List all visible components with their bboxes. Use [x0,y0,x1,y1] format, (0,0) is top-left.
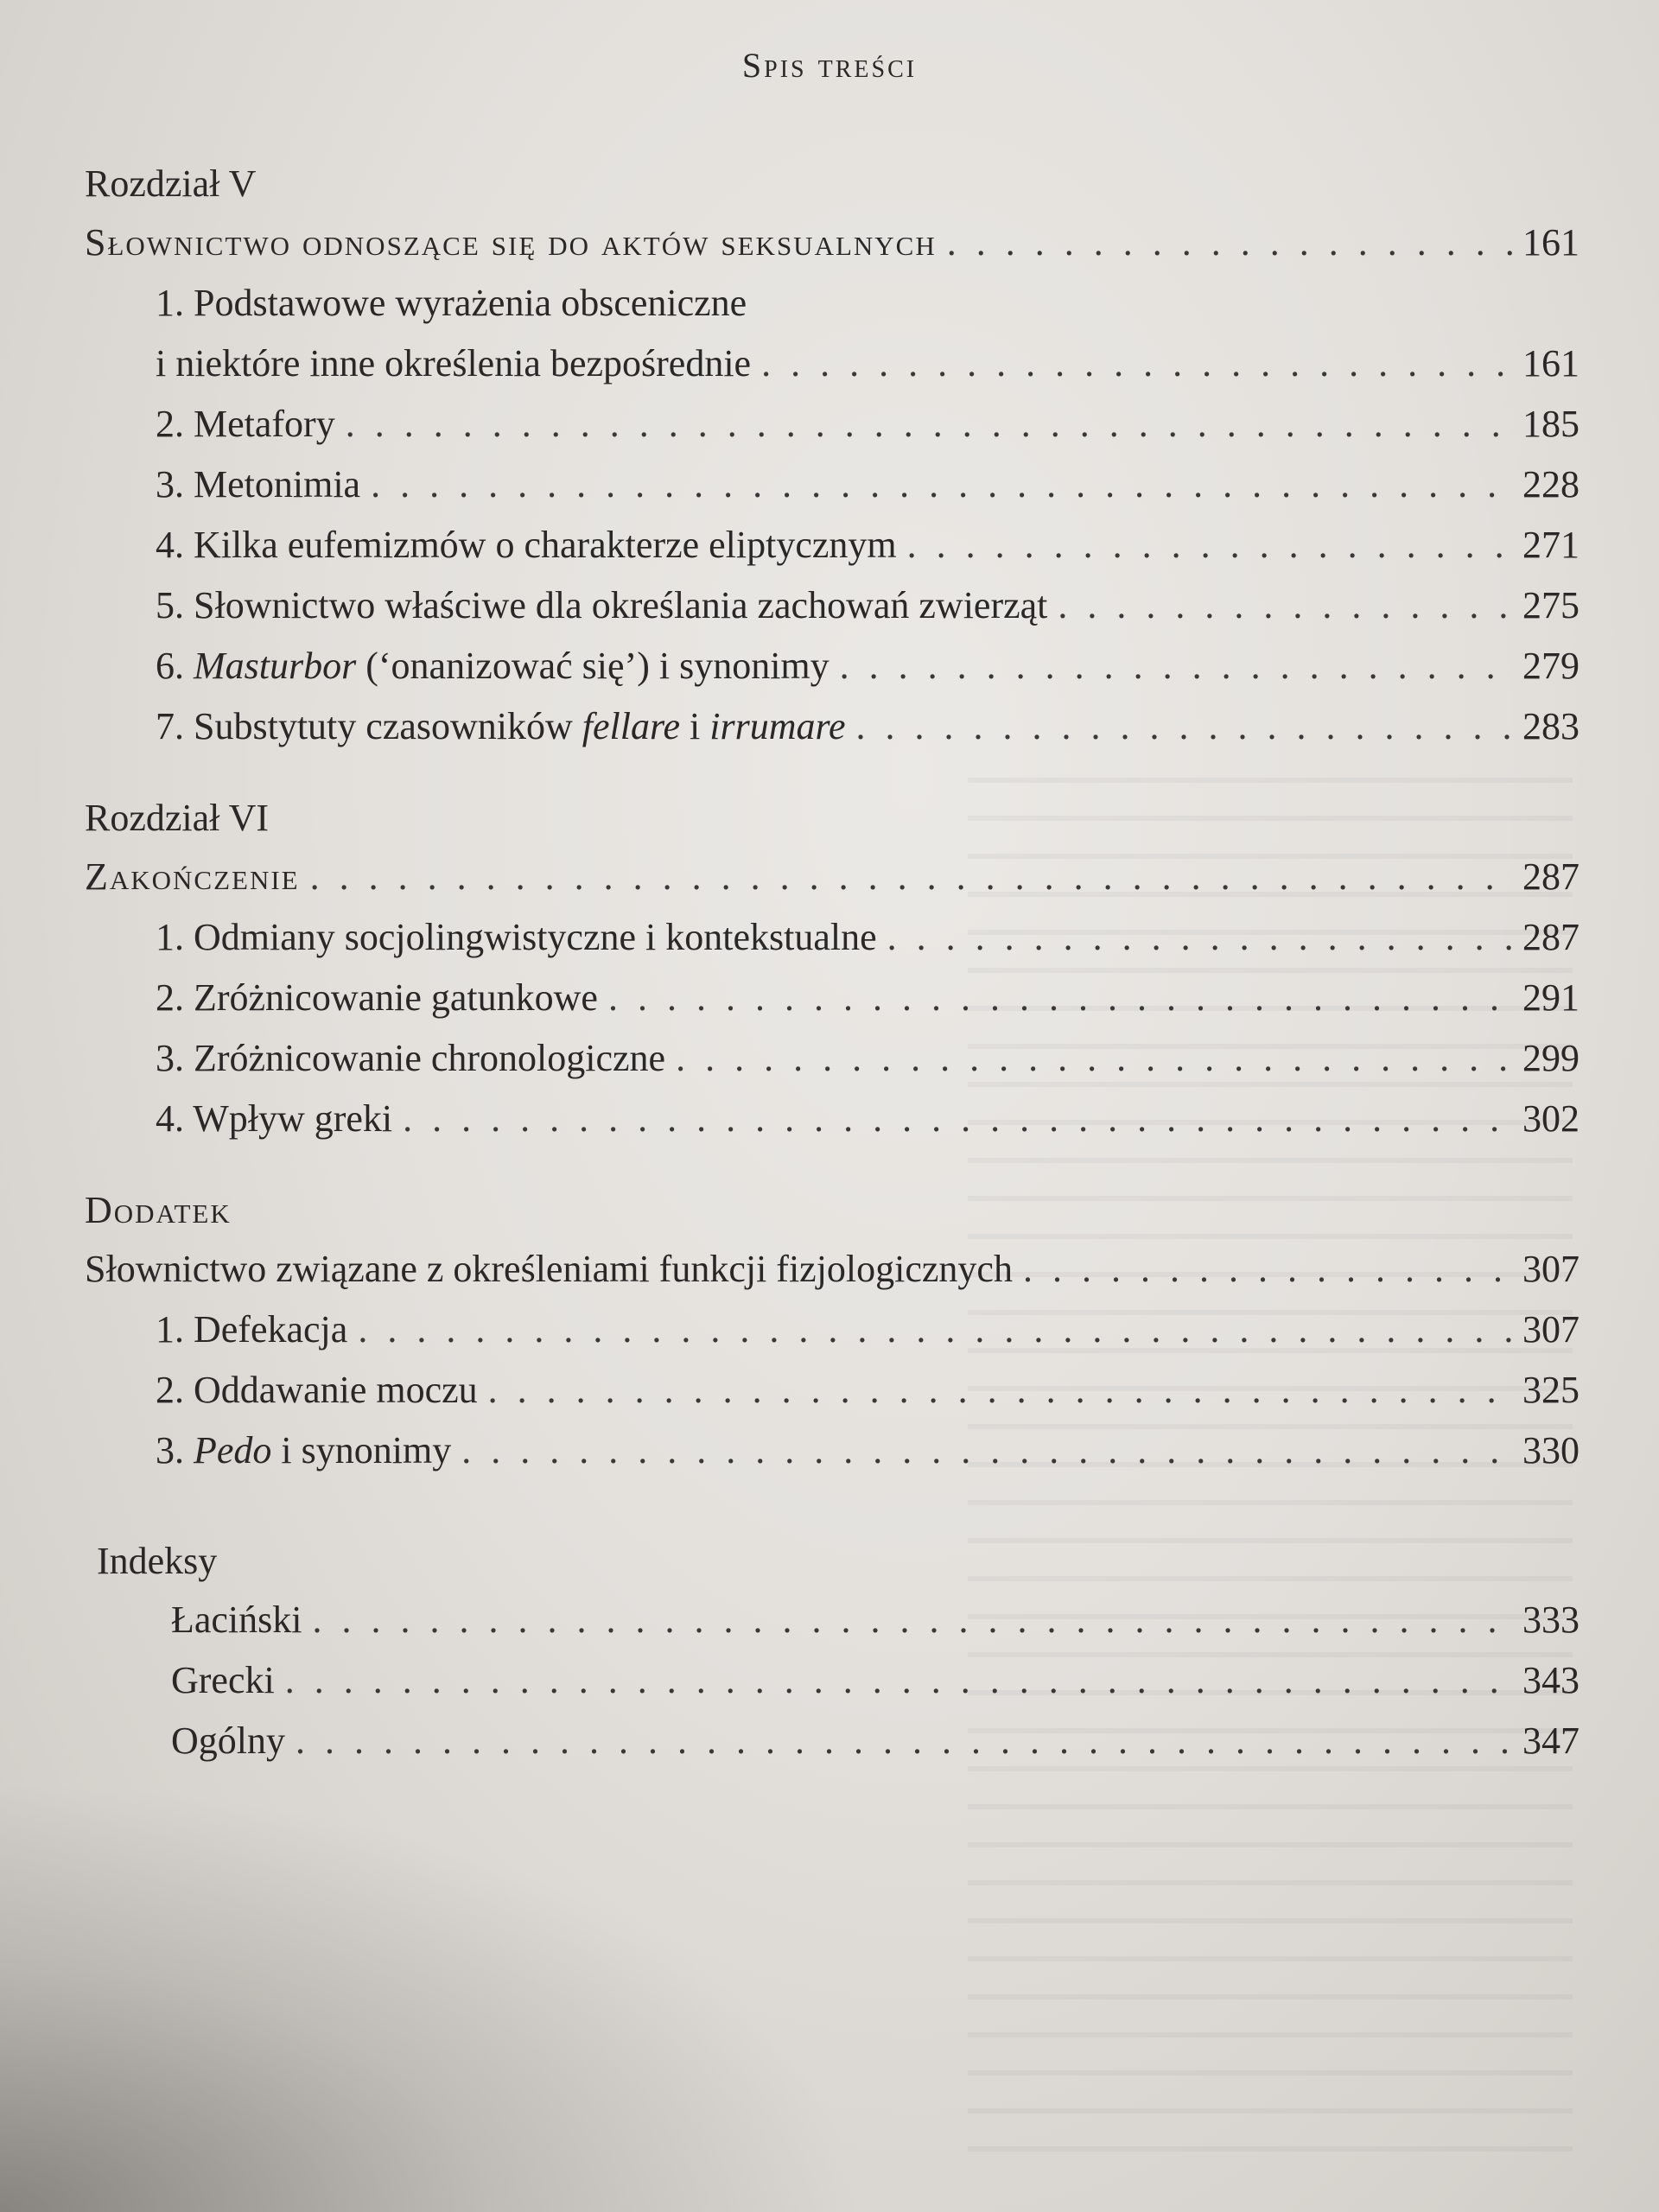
entry-title [156,696,846,757]
page-number: 307 [1522,1248,1580,1290]
entry-title: 1. Defekacja [156,1308,348,1351]
entry-title [156,1421,451,1481]
leader-dots [461,1421,1512,1481]
leader-dots [285,1650,1512,1711]
entry-title: 2. Zróżnicowanie gatunkowe [156,976,598,1019]
page-number: 275 [1522,584,1580,626]
page-number: 283 [1522,705,1580,747]
page-number: 185 [1522,403,1580,445]
entry-number: 6. [156,645,194,687]
leader-dots [676,1028,1512,1089]
entry-title: 2. Metafory [156,403,335,445]
entry-title: 5. Słownictwo właściwe dla określania zachowań zwierząt [156,584,1048,626]
toc-entry[interactable] [85,394,1580,454]
toc-entry[interactable] [85,575,1580,636]
leader-dots [488,1360,1512,1421]
page-number: 161 [1522,221,1580,264]
toc-entry[interactable] [85,454,1580,515]
chapter-label: Indeksy [97,1540,218,1582]
entry-number: 3. [156,1429,194,1471]
entry-title: Zakończenie [85,855,300,898]
entry-title-rest: (‘onanizować się’) i synonimy [356,645,830,687]
toc-entry[interactable] [85,1421,1580,1481]
toc-entry[interactable] [85,968,1580,1028]
entry-title: 1. Podstawowe wyrażenia obsceniczne [156,282,747,324]
page-number: 228 [1522,463,1580,505]
entry-title [156,636,830,696]
leader-dots [840,636,1512,696]
appendix [85,1182,1580,1481]
running-head: Spis treści [741,46,918,85]
conjunction: i [680,705,710,747]
chapter-label: Dodatek [85,1189,232,1231]
chapter-6 [85,790,1580,1149]
leader-dots [358,1300,1512,1360]
toc-entry[interactable] [85,1590,1580,1650]
leader-dots [296,1711,1512,1771]
page-number: 325 [1522,1369,1580,1411]
leader-dots [371,454,1512,515]
table-of-contents [85,156,1580,1804]
toc-entry[interactable] [85,515,1580,575]
toc-entry-chapter-heading[interactable] [85,213,1580,273]
toc-entry[interactable] [85,1089,1580,1149]
leader-dots [947,213,1512,273]
latin-term: irrumare [709,705,846,747]
toc-entry[interactable] [85,1028,1580,1089]
page-number: 287 [1522,916,1580,958]
leader-dots [310,847,1512,907]
page-number: 302 [1522,1097,1580,1140]
page-number: 343 [1522,1659,1580,1701]
entry-title: Łaciński [171,1599,302,1641]
leader-dots [856,696,1513,757]
chapter-label: Rozdział VI [85,797,270,839]
toc-entry-chapter-heading[interactable] [85,847,1580,907]
corner-shadow [0,1780,864,2212]
toc-entry[interactable] [85,696,1580,757]
entry-title: 3. Zróżnicowanie chronologiczne [156,1037,666,1079]
leader-dots [907,515,1512,575]
toc-entry[interactable] [85,636,1580,696]
leader-dots [1023,1239,1512,1300]
page-number: 291 [1522,976,1580,1019]
leader-dots [313,1590,1512,1650]
entry-title: 2. Oddawanie moczu [156,1369,478,1411]
toc-entry[interactable] [85,1360,1580,1421]
leader-dots [608,968,1512,1028]
page-number: 287 [1522,855,1580,898]
toc-entry[interactable] [85,1711,1580,1771]
latin-term: Pedo [194,1429,272,1471]
page-number: 333 [1522,1599,1580,1641]
page-number: 271 [1522,524,1580,566]
latin-term: fellare [582,705,680,747]
leader-dots [1058,575,1512,636]
toc-entry[interactable] [85,907,1580,968]
toc-entry-appendix-heading[interactable] [85,1239,1580,1300]
entry-title: Słownictwo związane z określeniami funkcji fizjologicznych [85,1248,1013,1290]
entry-title: Słownictwo odnoszące się do aktów seksualnych [85,221,937,264]
chapter-5 [85,156,1580,757]
page-number: 307 [1522,1308,1580,1351]
page-number: 279 [1522,645,1580,687]
page-number: 330 [1522,1429,1580,1471]
toc-entry-line[interactable] [85,273,1580,334]
toc-entry[interactable] [85,334,1580,394]
entry-title: 4. Kilka eufemizmów o charakterze eliptycznym [156,524,897,566]
entry-title: 3. Metonimia [156,463,361,505]
page-number: 347 [1522,1719,1580,1762]
chapter-label: Rozdział V [85,162,257,205]
indexes [85,1533,1580,1771]
entry-title: 4. Wpływ greki [156,1097,393,1140]
page-number: 299 [1522,1037,1580,1079]
leader-dots [887,907,1512,968]
entry-title: Ogólny [171,1719,285,1762]
entry-title: i niektóre inne określenia bezpośrednie [156,342,752,385]
toc-entry[interactable] [85,1650,1580,1711]
entry-title: Grecki [171,1659,275,1701]
leader-dots [403,1089,1512,1149]
leader-dots [761,334,1512,394]
entry-title-start: 7. Substytuty czasowników [156,705,582,747]
entry-title: 1. Odmiany socjolingwistyczne i kontekstualne [156,916,877,958]
toc-entry[interactable] [85,1300,1580,1360]
entry-title-rest: i synonimy [271,1429,452,1471]
latin-term: Masturbor [194,645,357,687]
leader-dots [346,394,1512,454]
page-number: 161 [1522,342,1580,385]
